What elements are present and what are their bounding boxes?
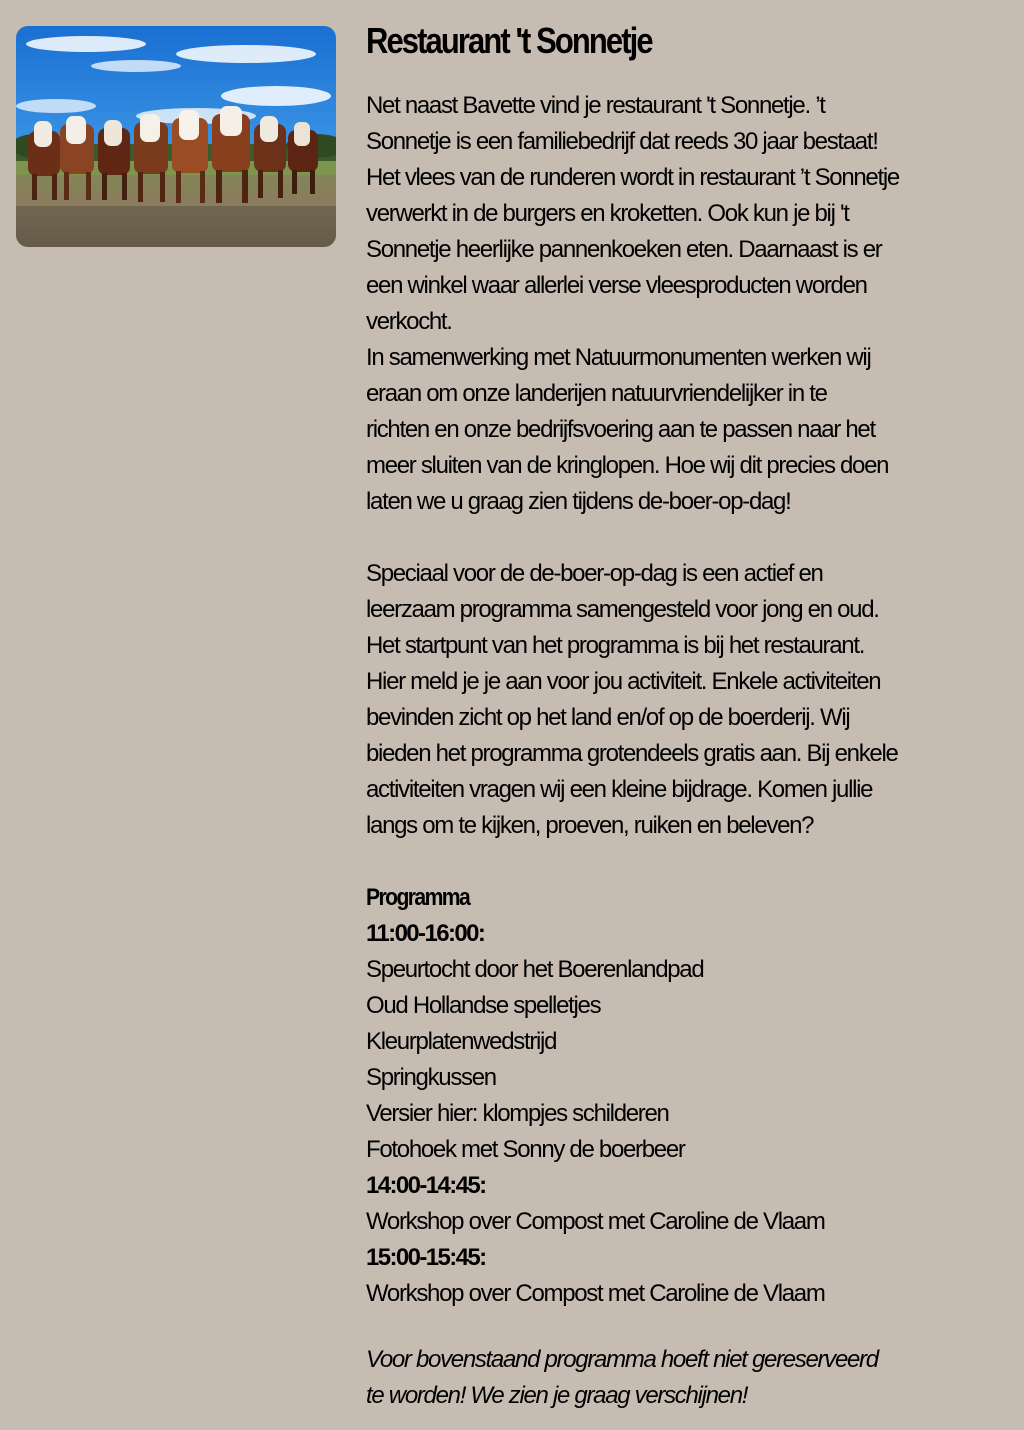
- text-line: bieden het programma grotendeels gratis aan. Bij enkele: [366, 740, 898, 767]
- text-line: Hier meld je je aan voor jou activiteit. Enkele activiteiten: [366, 668, 881, 695]
- program-item: Speurtocht door het Boerenlandpad: [366, 956, 704, 983]
- text-line: te worden! We zien je graag verschijnen!: [366, 1382, 748, 1409]
- cows-in-field-image: [16, 26, 336, 247]
- article: [366, 14, 1014, 1414]
- program-time: 15:00-15:45:: [366, 1244, 486, 1271]
- program-item: Fotohoek met Sonny de boerbeer: [366, 1136, 685, 1163]
- text-line: laten we u graag zien tijdens de-boer-op-dag!: [366, 488, 791, 515]
- special-paragraph: [366, 556, 1014, 844]
- text-line: verkocht.: [366, 308, 452, 335]
- text-line: bevinden zicht op het land en/of op de boerderij. Wij: [366, 704, 850, 731]
- program-item: Kleurplatenwedstrijd: [366, 1028, 557, 1055]
- text-line: Sonnetje heerlijke pannenkoeken eten. Daarnaast is er: [366, 236, 882, 263]
- spacer: [366, 520, 1014, 556]
- text-line: een winkel waar allerlei verse vleesproducten worden: [366, 272, 867, 299]
- program-item: Workshop over Compost met Caroline de Vlaam: [366, 1280, 825, 1307]
- cows-in-field-photo: [16, 26, 336, 247]
- program-item: Versier hier: klompjes schilderen: [366, 1100, 669, 1127]
- program-time: 11:00-16:00:: [366, 920, 485, 947]
- program-item: Workshop over Compost met Caroline de Vlaam: [366, 1208, 825, 1235]
- text-line: activiteiten vragen wij een kleine bijdrage. Komen jullie: [366, 776, 873, 803]
- program-heading: Programma: [366, 884, 470, 911]
- text-line: In samenwerking met Natuurmonumenten werken wij: [366, 344, 871, 371]
- text-line: leerzaam programma samengesteld voor jong en oud.: [366, 596, 879, 623]
- program-time: 14:00-14:45:: [366, 1172, 486, 1199]
- text-line: langs om te kijken, proeven, ruiken en beleven?: [366, 812, 814, 839]
- program-item: Oud Hollandse spelletjes: [366, 992, 601, 1019]
- text-line: richten en onze bedrijfsvoering aan te passen naar het: [366, 416, 875, 443]
- intro-paragraph: [366, 88, 1014, 520]
- spacer: [366, 844, 1014, 880]
- text-line: meer sluiten van de kringlopen. Hoe wij dit precies doen: [366, 452, 889, 479]
- text-line: Sonnetje is een familiebedrijf dat reeds 30 jaar bestaat!: [366, 128, 878, 155]
- text-line: Voor bovenstaand programma hoeft niet gereserveerd: [366, 1346, 878, 1373]
- text-line: verwerkt in de burgers en kroketten. Ook kun je bij 't: [366, 200, 849, 227]
- closing-note: [366, 1342, 1014, 1414]
- program-item: Springkussen: [366, 1064, 496, 1091]
- page-title: Restaurant 't Sonnetje: [366, 20, 652, 61]
- text-line: Het startpunt van het programma is bij het restaurant.: [366, 632, 865, 659]
- text-line: eraan om onze landerijen natuurvriendelijker in te: [366, 380, 827, 407]
- text-line: Speciaal voor de de-boer-op-dag is een actief en: [366, 560, 823, 587]
- text-line: Het vlees van de runderen wordt in restaurant ’t Sonnetje: [366, 164, 899, 191]
- program-section: [366, 880, 1014, 1312]
- text-line: Net naast Bavette vind je restaurant 't Sonnetje. ’t: [366, 92, 825, 119]
